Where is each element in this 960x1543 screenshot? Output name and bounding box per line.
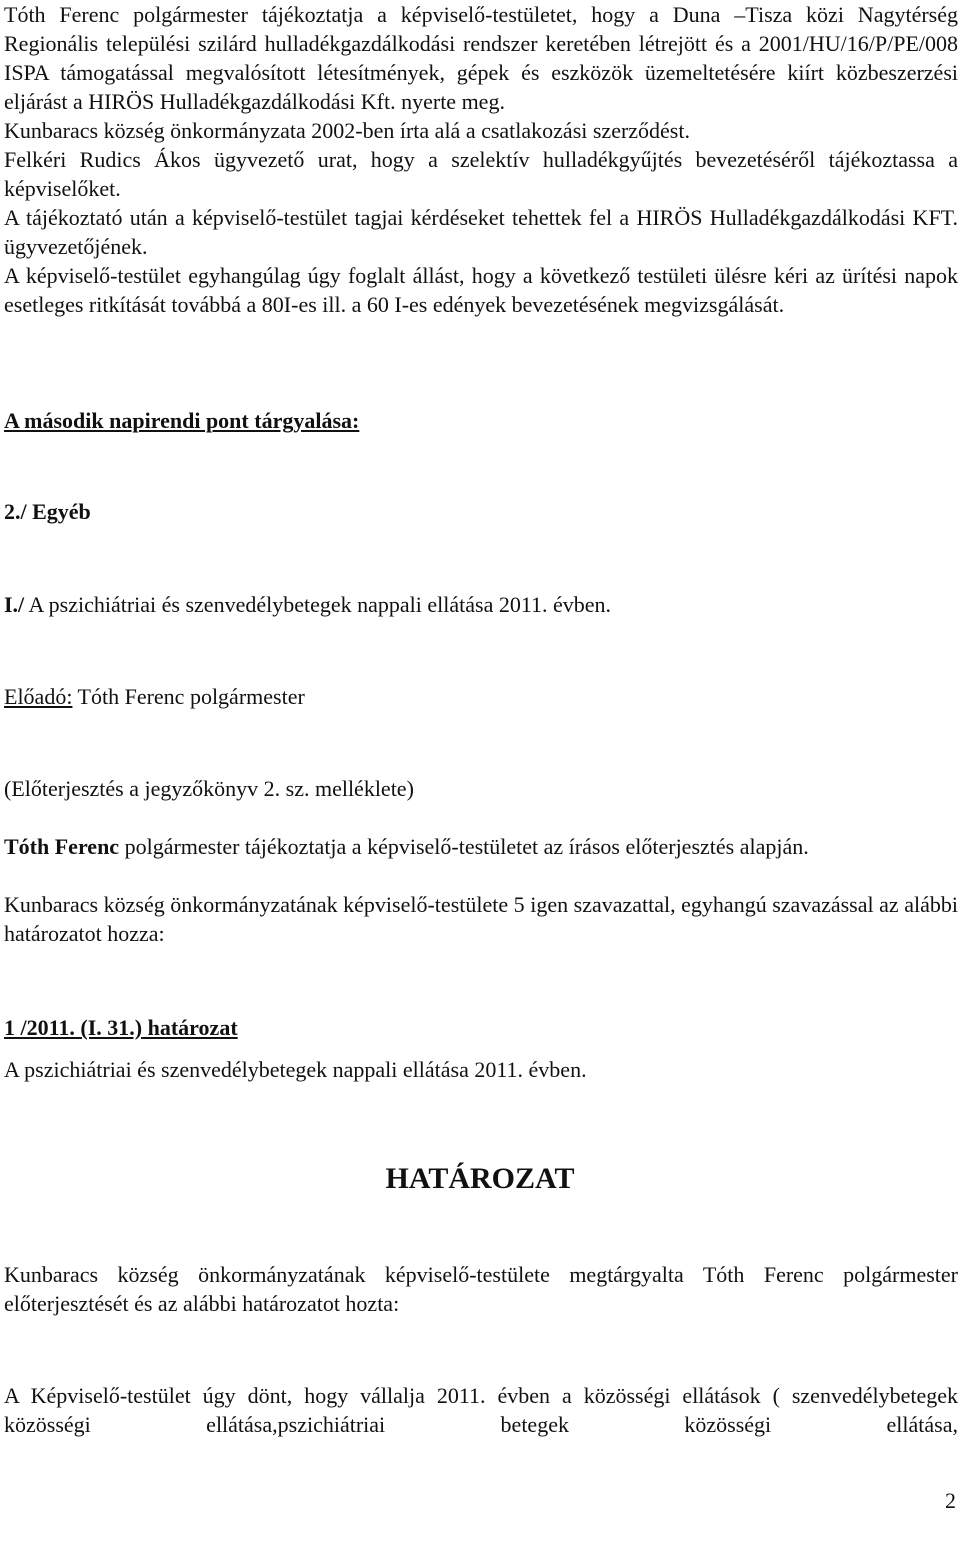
resolution-label: határozat (142, 1015, 238, 1040)
resolution-number-line (4, 1013, 958, 1042)
item-heading: 2./ Egyéb (4, 499, 91, 524)
paragraph-council-position: A képviselő-testület egyhangúlag úgy foglalt állást, hogy a következő testületi ülésre kéri az ürítési napok esetleges ritkítását továbbá a 80I-es ill. a 60 I-es edények bevezetésének megvizsgálását. (4, 263, 958, 317)
info-line (4, 832, 958, 861)
paragraph-selective-collection: Felkéri Rudics Ákos ügyvezető urat, hogy a szelektív hulladékgyűjtés bevezetéséről tájékoztassa a képviselőket. (4, 147, 958, 201)
resolution-subject: A pszichiátriai és szenvedélybetegek nappali ellátása 2011. évben. (4, 1057, 587, 1082)
vote-paragraph: Kunbaracs község önkormányzatának képviselő-testülete 5 igen szavazattal, egyhangú szavazással az alábbi határozatot hozza: (4, 892, 958, 946)
speaker-line (4, 682, 958, 711)
subitem-text: A pszichiátriai és szenvedélybetegek nappali ellátása 2011. évben. (24, 592, 612, 617)
paragraph-questions: A tájékoztató után a képviselő-testület tagjai kérdéseket tehettek fel a HIRÖS Hulladékgazdálkodási KFT. ügyvezetőjének. (4, 205, 958, 259)
resolution-number: 1 /2011. (I. 31.) (4, 1015, 143, 1040)
attachment-note: (Előterjesztés a jegyzőkönyv 2. sz. melléklete) (4, 776, 414, 801)
speaker-name: Tóth Ferenc polgármester (72, 684, 305, 709)
hatarozat-intro: Kunbaracs község önkormányzatának képviselő-testülete megtárgyalta Tóth Ferenc polgármester előterjesztését és az alábbi határozatot hozta: (4, 1262, 958, 1316)
speaker-label: Előadó: (4, 684, 73, 709)
hatarozat-decision: A Képviselő-testület úgy dönt, hogy vállalja 2011. évben a közösségi ellátások ( szenvedélybetegek közösségi ellátása,pszichiátriai betegek közösségi ellátása, (4, 1383, 958, 1437)
page-number: 2 (945, 1488, 956, 1513)
paragraph-tender-result: Tóth Ferenc polgármester tájékoztatja a képviselő-testületet, hogy a Duna –Tisza közi Nagytérség Regionális települési szilárd hulladékgazdálkodási rendszer keretében létrejött és a 2001/HU/16/P/PE/008 ISPA támogatással megvalósított létesítmények, gépek és eszközök üzemeltetésére kiírt közbeszerzési eljárást a HIRÖS Hulladékgazdálkodási Kft. nyerte meg. (4, 2, 958, 114)
hatarozat-title: HATÁROZAT (385, 1162, 575, 1195)
subitem-line (4, 590, 958, 619)
second-agenda-heading: A második napirendi pont tárgyalása: (4, 408, 360, 433)
info-text: polgármester tájékoztatja a képviselő-testületet az írásos előterjesztés alapján. (119, 834, 809, 859)
info-name: Tóth Ferenc (4, 834, 120, 859)
subitem-number: I./ (4, 592, 25, 617)
paragraph-contract-signing: Kunbaracs község önkormányzata 2002-ben írta alá a csatlakozási szerződést. (4, 118, 690, 143)
